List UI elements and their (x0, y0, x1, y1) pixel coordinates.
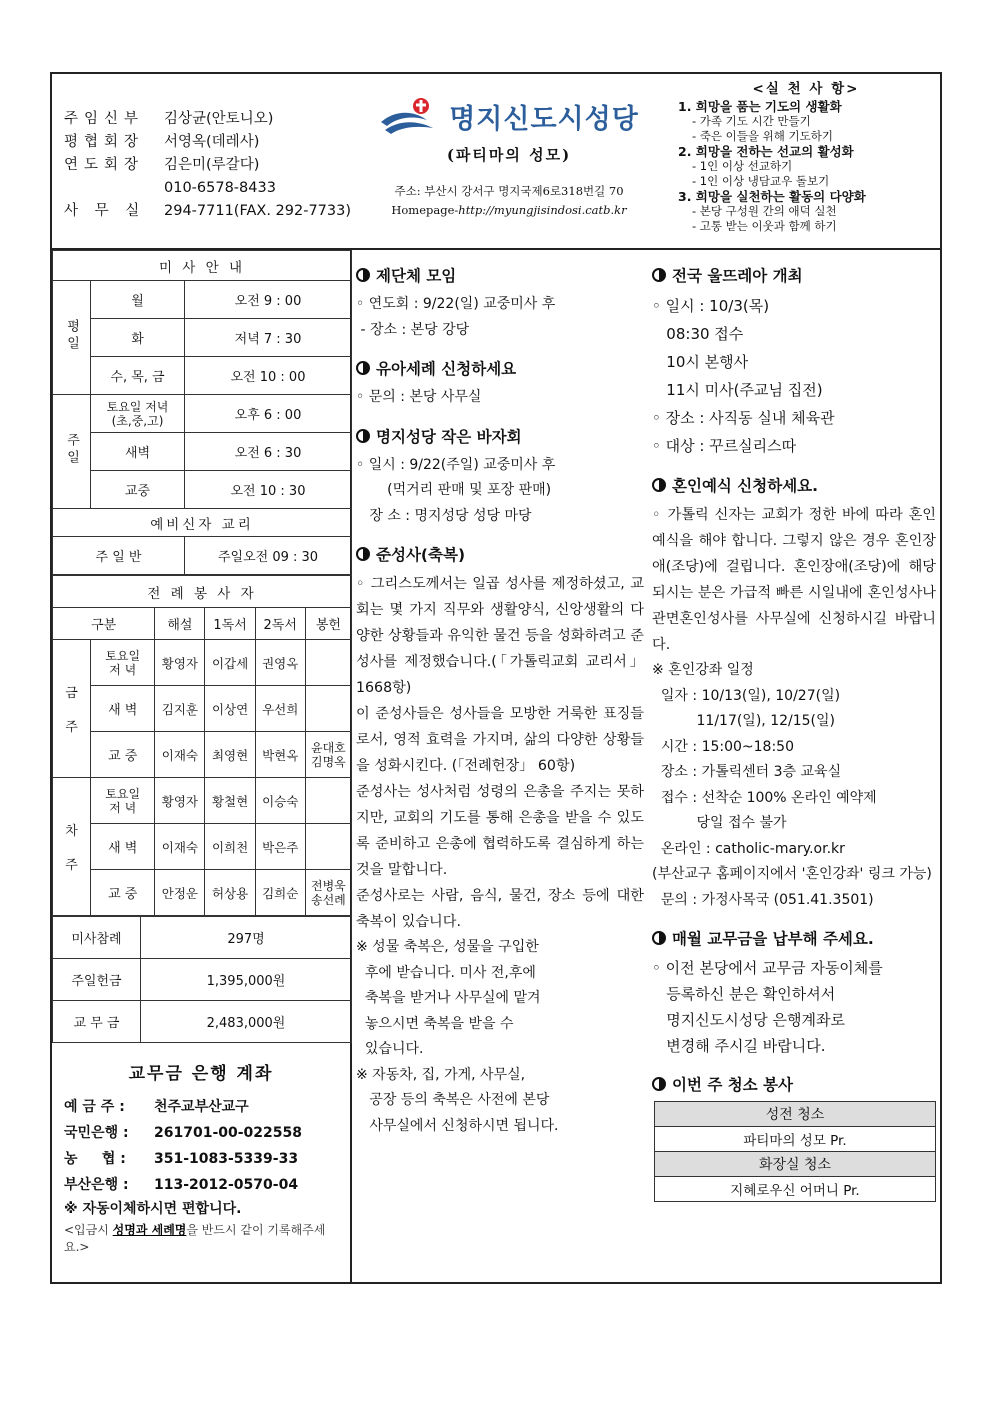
practice-list: <실 천 사 항> 1. 희망을 품는 기도의 생활화 - 가족 기도 시간 만들기 - 죽은 이들을 위해 기도하기 2. 희망을 전하는 선교의 활성화 - 1인 이상 선교하기 - 1인 이상 냉담교우 돌보기 3. 희망을 실천하는 활동의 다양화 - 본당 구성원 간의 애덕 실천 - 고통 받는 이웃과 함께 하기 (678, 82, 934, 234)
half-circle-icon (356, 268, 370, 282)
header (52, 74, 940, 250)
left-column (52, 250, 352, 1284)
sunday-label: 주일 (64, 432, 79, 467)
section-bazaar: 명지성당 작은 바자회 ◦ 일시 : 9/22(주일) 교중미사 후 (먹거리 판매 및 포장 판매) 장 소 : 명지성당 성당 마당 (356, 427, 556, 524)
half-circle-icon (652, 268, 666, 282)
half-circle-icon (652, 1077, 666, 1091)
church-logo-area (364, 96, 654, 217)
half-circle-icon (652, 478, 666, 492)
section-sacramentals: 준성사(축복) ◦ 그리스도께서는 일곱 성사를 제정하셨고, 교회는 몇 가지 직무와 생활양식, 신앙생활의 다양한 상황들과 유익한 물건 등을 성화하려고 준성사를 제정했습니다.(「가톨릭교회 교리서」 1668항) 이 준성사들은 성사들을 모방한 거룩한 표징들로서, 영적 효력을 가지며, 삶의 다양한 상황들을 성화시킨다. (「전례헌장」 60항) 준성사는 성사처럼 성령의 은총을 주지는 못하지만, 교회의 기도를 통해 은총을 받을 수 있도록 준비하고 은총에 협력하도록 결심하게 하는 것을 말합니다. 준성사로는 사람, 음식, 물건, 장소 등에 대한 축복이 있습니다. ※ 성물 축복은, 성물을 구입한 후에 받습니다. 미사 전,후에 축복을 받거나 사무실에 맡겨 놓으시면 축복을 받을 수 있습니다. ※ 자동차, 집, 가게, 사무실, 공장 등의 축복은 사전에 본당 사무실에서 신청하시면 됩니다. (356, 546, 644, 1134)
staff-row: 평협회장 서영옥(데레사) (64, 134, 260, 150)
staff-row: 연도회장 김은미(루갈다) (64, 157, 260, 173)
section-cleaning: 이번 주 청소 봉사 성전 청소 파티마의 성모 Pr. 화장실 청소 지혜로우신 어머니 Pr. (648, 1073, 940, 1202)
bank-title: 교무금 은행 계좌 (128, 1064, 274, 1084)
practice-item: 2. 희망을 전하는 선교의 활성화 (678, 144, 854, 159)
practice-item: 1. 희망을 품는 기도의 생활화 (678, 99, 842, 114)
bank-row: 국민은행 : 261701-00-022558 (64, 1125, 302, 1141)
half-circle-icon (356, 429, 370, 443)
bank-row: 예 금 주 : 천주교부산교구 (64, 1099, 249, 1115)
practice-item: 3. 희망을 실천하는 활동의 다양화 (678, 189, 866, 204)
auto-transfer-note: ※ 자동이체하시면 편합니다. (64, 1201, 242, 1217)
half-circle-icon (652, 931, 666, 945)
week-label: 금 주 (53, 640, 91, 778)
homepage-link[interactable]: http://myungjisindosi.catb.kr (458, 203, 627, 217)
staff-phone: 010-6578-8433 (164, 180, 276, 196)
weekday-label: 평일 (64, 318, 79, 353)
mass-schedule-table: 미 사 안 내 평일 월 오전 9 : 00 화 저녁 7 : 30 수, 목, 금 오전 10 : 00 주일 토요일 저녁 (초,중,고) 오후 6 : 00 새벽 오전 6 : 30 교중 오전 10 : 30 예비신자 교리 주 일 반 주일오전 09 : 30 (52, 250, 352, 575)
church-homepage: Homepage-http://myungjisindosi.catb.kr (391, 203, 627, 217)
church-patron: (파티마의 성모) (446, 146, 572, 164)
bulletin-frame (50, 72, 942, 1284)
church-logo-icon (379, 96, 443, 136)
section-group-meeting: 제단체 모임 ◦ 연도회 : 9/22(일) 교중미사 후 - 장소 : 본당 강당 (356, 267, 556, 338)
staff-list (64, 108, 351, 223)
church-address: 주소: 부산시 강서구 명지국제6로318번길 70 (394, 184, 624, 198)
bank-row: 농 협 : 351-1083-5339-33 (64, 1151, 299, 1167)
liturgy-table: 전 례 봉 사 자 구분 해설 1독서 2독서 봉헌 금 주 토요일 저 녁 황영자 이갑세 권영옥 새 벽 김지훈 이상연 우선희 교 중 이재숙 최영현 박현옥 윤대호 김명옥 차 주 토요일 저 녁 황영자 황철현 이승숙 새 벽 이재숙 이희천 박은주 교 중 안정운 허상용 김희순 전병욱 송선례 (52, 575, 352, 916)
staff-row: 주임신부 김상균(안토니오) (64, 111, 274, 127)
week-label: 차 주 (53, 778, 91, 916)
cleaning-table: 성전 청소 파티마의 성모 Pr. 화장실 청소 지혜로우신 어머니 Pr. (654, 1101, 936, 1202)
bank-accounts (52, 1043, 350, 1256)
right-column (648, 250, 940, 1284)
section-ultreya: 전국 울뜨레아 개최 ◦ 일시 : 10/3(목) 08:30 접수 10시 본행사 11시 미사(주교님 집전) ◦ 장소 : 사직동 실내 체육관 ◦ 대상 : 꾸르실리스따 (652, 267, 835, 455)
staff-row: 사 무 실 294-7711(FAX. 292-7733) (64, 203, 352, 219)
deposit-warning: <입금시 성명과 세례명을 반드시 같이 기록해주세요.> (64, 1223, 326, 1254)
parish-dues: 2,483,000원 (141, 1001, 352, 1043)
bank-row: 부산은행 : 113-2012-0570-04 (64, 1177, 299, 1193)
middle-column (352, 250, 648, 1284)
liturgy-title: 전 례 봉 사 자 (53, 576, 352, 608)
sunday-offering: 1,395,000원 (141, 959, 352, 1001)
practice-title: <실 천 사 항> (752, 81, 860, 97)
attendance-count: 297명 (141, 917, 352, 959)
half-circle-icon (356, 547, 370, 561)
stats-table: 미사참례 297명 주일헌금 1,395,000원 교 무 금 2,483,000원 (52, 916, 352, 1043)
church-name: 명지신도시성당 (449, 103, 639, 135)
section-infant-baptism: 유아세례 신청하세요 ◦ 문의 : 본당 사무실 (356, 360, 517, 405)
section-dues: 매월 교무금을 납부해 주세요. ◦ 이전 본당에서 교무금 자동이체를 등록하신 분은 확인하셔서 명지신도시성당 은행계좌로 변경해 주시길 바랍니다. (652, 930, 883, 1055)
mass-schedule-title: 미 사 안 내 (53, 251, 352, 281)
catechumen-title: 예비신자 교리 (53, 509, 352, 537)
half-circle-icon (356, 361, 370, 375)
section-wedding: 혼인예식 신청하세요. ◦ 가톨릭 신자는 교회가 정한 바에 따라 혼인예식을 해야 합니다. 그렇지 않은 경우 혼인장애(조당)에 걸립니다. 혼인장애(조당)에 해당되시는 분은 가급적 빠른 시일내에 혼인성사나 관면혼인성사를 사무실에 신청하시길 바랍니다. ※ 혼인강좌 일정 일자 : 10/13(일), 10/27(일) 11/17(일), 12/15(일) 시간 : 15:00~18:50 장소 : 가톨릭센터 3층 교육실 접수 : 선착순 100% 온라인 예약제 당일 접수 불가 온라인 : catholic-mary.or.kr (부산교구 홈페이지에서 '혼인강좌' 링크 가능) 문의 : 가정사목국 (051.41.3501) (652, 477, 936, 908)
